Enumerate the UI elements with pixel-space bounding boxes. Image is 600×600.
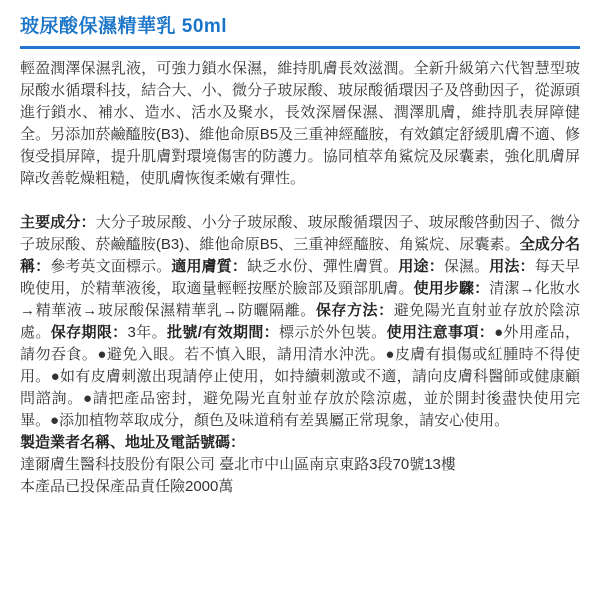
manufacturer-heading: 製造業者名稱、地址及電話號碼： — [20, 434, 246, 451]
label-body — [20, 58, 580, 498]
field-value-usage: 每天早晚使用，於精華液後，取適量輕輕按壓於臉部及頸部肌膚。 — [20, 258, 580, 297]
field-value-shelf-life: 3年。 — [127, 324, 167, 341]
field-value-storage: 避免陽光直射並存放於陰涼處。 — [20, 302, 580, 341]
field-label-full-ingredients: 全成分名稱： — [20, 236, 580, 275]
field-label-skin-type: 適用膚質： — [171, 258, 248, 275]
manufacturer-name-address: 達爾膚生醫科技股份有限公司 臺北市中山區南京東路3段70號13樓 — [20, 456, 456, 473]
field-label-storage: 保存方法： — [315, 302, 394, 319]
page-title: 玻尿酸保濕精華乳 50ml — [20, 16, 228, 37]
field-value-full-ingredients: 參考英文面標示。 — [50, 258, 172, 275]
field-value-purpose: 保濕。 — [443, 258, 490, 275]
field-value-steps: 清潔→化妝水→精華液→玻尿酸保濕精華乳→防曬隔離。 — [20, 280, 580, 319]
field-value-skin-type: 缺乏水份、彈性膚質。 — [247, 258, 399, 275]
field-label-purpose: 用途： — [398, 258, 444, 275]
field-value-batch: 標示於外包裝。 — [279, 324, 387, 341]
field-value-main-ingredients: 大分子玻尿酸、小分子玻尿酸、玻尿酸循環因子、玻尿酸啓動因子、微分子玻尿酸、菸鹼醯胺(B3)、維他命原B5、三重神經醯胺、角鯊烷、尿囊素。 — [20, 214, 580, 253]
field-label-steps: 使用步驟： — [413, 280, 490, 297]
insurance-note: 本產品已投保產品責任險2000萬 — [20, 478, 234, 495]
intro-paragraph: 輕盈潤澤保濕乳液，可強力鎖水保濕，維持肌膚長效滋潤。全新升級第六代智慧型玻尿酸水循環科技，結合大、小、微分子玻尿酸、玻尿酸循環因子及啓動因子，從源頭進行鎖水、補水、造水、活水及聚水，長效深層保濕、潤澤肌膚，維持肌表屏障健全。另添加菸鹼醯胺(B3)、維他命原B5及三重神經醯胺，有效鎮定舒緩肌膚不適、修復受損屏障，提升肌膚對環境傷害的防護力。協同植萃角鯊烷及尿囊素，強化肌膚屏障改善乾燥粗糙，使肌膚恢復柔嫩有彈性。 — [20, 60, 580, 187]
field-label-batch: 批號/有效期間： — [166, 324, 280, 341]
title-divider — [20, 46, 580, 49]
field-label-usage: 用法： — [489, 258, 535, 275]
field-label-main-ingredients: 主要成分： — [20, 214, 96, 231]
field-value-precautions: ●外用產品，請勿吞食。●避免入眼。若不慎入眼，請用清水沖洗。●皮膚有損傷或紅腫時不得使用。●如有皮膚刺激出現請停止使用，如持續刺激或不適，請向皮膚科醫師或健康顧問諮詢。●請把產品密封，避免陽光直射並存放於陰涼處，並於開封後盡快使用完畢。●添加植物萃取成分，顏色及味道稍有差異屬正常現象，請安心使用。 — [20, 324, 580, 429]
manufacturer-block — [20, 432, 580, 498]
details-paragraph — [20, 212, 580, 432]
field-label-precautions: 使用注意事項： — [386, 324, 495, 341]
field-label-shelf-life: 保存期限： — [50, 324, 128, 341]
